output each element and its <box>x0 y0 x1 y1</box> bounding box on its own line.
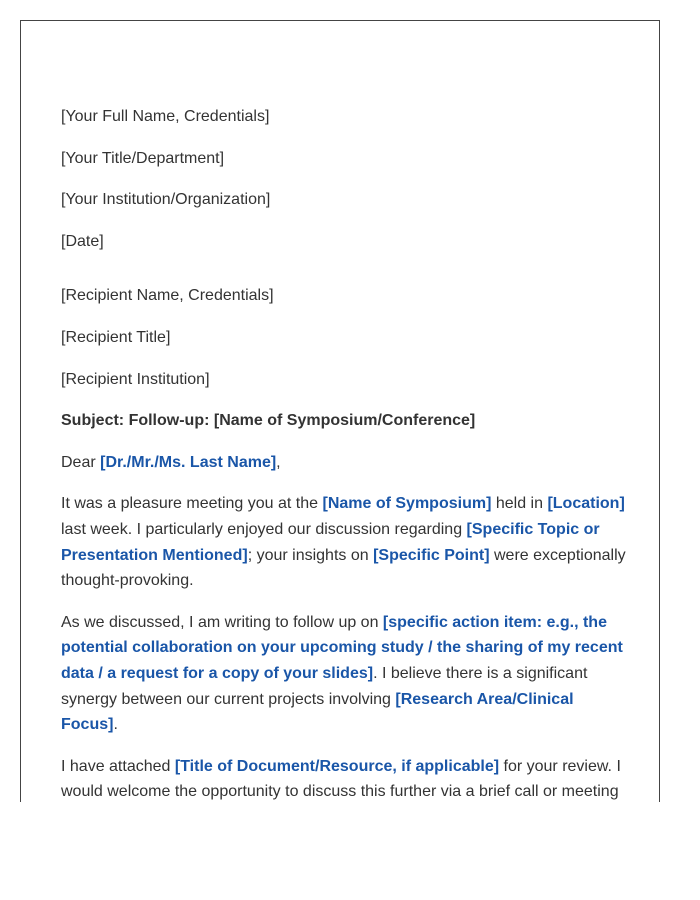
letter-date: [Date] <box>61 232 104 250</box>
header-spacer <box>61 270 629 283</box>
symposium-name-placeholder: [Name of Symposium] <box>322 495 492 513</box>
recipient-name: [Recipient Name, Credentials] <box>61 287 274 305</box>
paragraph-1-text: It was a pleasure meeting you at the <box>61 495 323 513</box>
paragraph-1-text: last week. I particularly enjoyed our discussion regarding <box>61 520 467 538</box>
recipient-title: [Recipient Title] <box>61 328 171 346</box>
sender-institution: [Your Institution/Organization] <box>61 191 271 209</box>
paragraph-1-text: held in <box>491 495 548 513</box>
paragraph-1-text: ; your insights on <box>247 546 374 564</box>
paragraph-2-text: . I believe there is a significant synergy between our current projects involving <box>61 664 588 708</box>
location-placeholder: [Location] <box>547 495 625 513</box>
document-title-placeholder: [Title of Document/Resource, if applicable] <box>174 757 500 775</box>
paragraph-1 <box>61 491 629 593</box>
paragraph-1-text: were exceptionally thought-provoking. <box>61 546 626 590</box>
subject-line: Subject: Follow-up: [Name of Symposium/Conference] <box>61 412 476 430</box>
paragraph-3-text: for your review. I would welcome the opportunity to discuss this further via a brief call or meeting <box>61 757 621 801</box>
specific-point-placeholder: [Specific Point] <box>373 546 490 564</box>
recipient-institution: [Recipient Institution] <box>61 370 210 388</box>
paragraph-2-text: As we discussed, I am writing to follow up on <box>61 613 383 631</box>
paragraph-3 <box>61 754 629 802</box>
sender-title: [Your Title/Department] <box>61 149 225 167</box>
salutation-suffix: , <box>276 453 281 471</box>
paragraph-2 <box>61 610 629 738</box>
action-item-placeholder: [specific action item: e.g., the potential collaboration on your upcoming study / the sharing of my recent data / a request for a copy of your slides] <box>61 613 623 682</box>
letter-page <box>20 20 660 802</box>
salutation-prefix: Dear <box>61 453 101 471</box>
letter-body <box>61 104 629 802</box>
salutation <box>61 450 629 476</box>
specific-topic-placeholder: [Specific Topic or Presentation Mentioned] <box>61 520 600 564</box>
salutation-name-placeholder: [Dr./Mr./Ms. Last Name] <box>100 453 277 471</box>
research-area-placeholder: [Research Area/Clinical Focus] <box>61 690 574 734</box>
paragraph-3-text: I have attached <box>61 757 175 775</box>
sender-name: [Your Full Name, Credentials] <box>61 108 270 125</box>
paragraph-2-text: . <box>113 716 118 734</box>
